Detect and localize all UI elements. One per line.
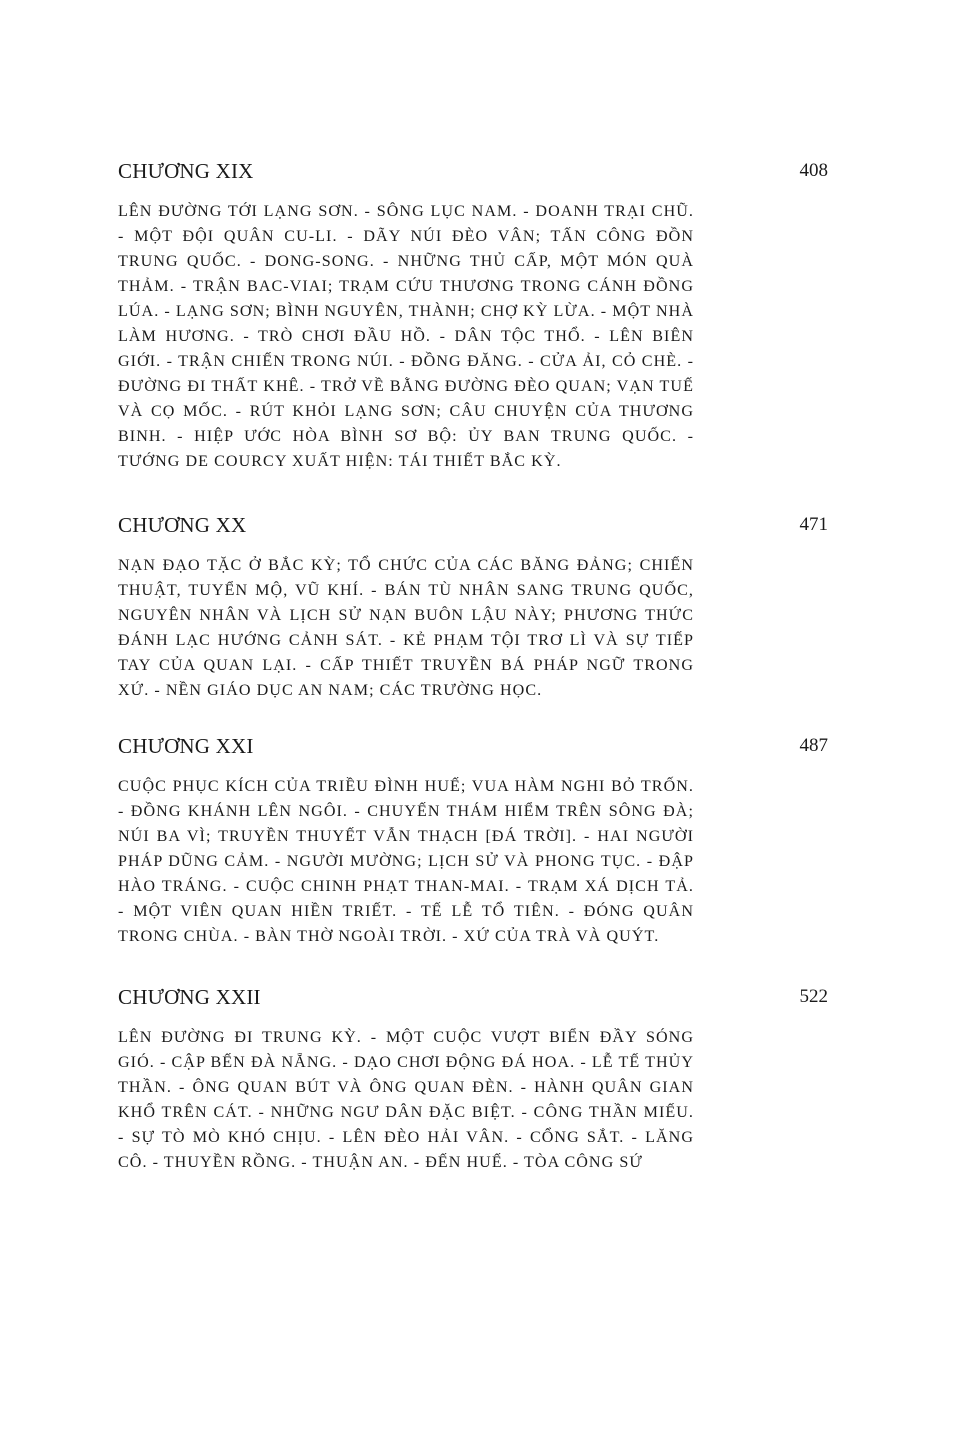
chapter-entry [118, 731, 828, 949]
chapter-summary: NẠN ĐẠO TẶC Ở BẮC KỲ; TỔ CHỨC CỦA CÁC BĂNG ĐẢNG; CHIẾN THUẬT, TUYỂN MỘ, VŨ KHÍ. - BÁN TÙ NHÂN SANG TRUNG QUỐC, NGUYÊN NHÂN VÀ LỊCH SỬ NẠN BUÔN LẬU NÀY; PHƯƠNG THỨC ĐÁNH LẠC HƯỚNG CẢNH SÁT. - KẺ PHẠM TỘI TRƠ LÌ VÀ SỰ TIẾP TAY CỦA QUAN LẠI. - CẤP THIẾT TRUYỀN BÁ PHÁP NGỮ TRONG XỨ. - NỀN GIÁO DỤC AN NAM; CÁC TRƯỜNG HỌC. [118, 557, 694, 699]
chapter-heading-row [118, 510, 828, 540]
chapter-page-number: 487 [799, 735, 828, 756]
chapter-title: CHƯƠNG XX [118, 513, 247, 537]
chapter-page-number: 471 [799, 514, 828, 535]
chapter-entry [118, 156, 828, 474]
chapter-heading-row [118, 982, 828, 1012]
chapter-entry [118, 982, 828, 1175]
chapter-heading-row [118, 156, 828, 186]
chapter-summary: LÊN ĐƯỜNG ĐI TRUNG KỲ. - MỘT CUỘC VƯỢT BIỂN ĐẦY SÓNG GIÓ. - CẬP BẾN ĐÀ NẴNG. - DẠO CHƠI ĐỘNG ĐÁ HOA. - LỄ TẾ THỦY THẦN. - ÔNG QUAN BÚT VÀ ÔNG QUAN ĐÈN. - HÀNH QUÂN GIAN KHỔ TRÊN CÁT. - NHỮNG NGƯ DÂN ĐẶC BIỆT. - CÔNG THẦN MIẾU. - SỰ TÒ MÒ KHÓ CHỊU. - LÊN ĐÈO HẢI VÂN. - CỔNG SẮT. - LĂNG CÔ. - THUYỀN RỒNG. - THUẬN AN. - ĐẾN HUẾ. - TÒA CÔNG SỨ [118, 1029, 694, 1171]
chapter-summary: LÊN ĐƯỜNG TỚI LẠNG SƠN. - SÔNG LỤC NAM. - DOANH TRẠI CHŨ. - MỘT ĐỘI QUÂN CU-LI. - DÃY NÚI ĐÈO VÂN; TẤN CÔNG ĐỒN TRUNG QUỐC. - DONG-SONG. - NHỮNG THỦ CẤP, MỘT MÓN QUÀ THẢM. - TRẬN BAC-VIAI; TRẠM CỨU THƯƠNG TRONG CÁNH ĐỒNG LÚA. - LẠNG SƠN; BÌNH NGUYÊN, THÀNH; CHỢ KỲ LỪA. - MỘT NHÀ LÀM HƯƠNG. - TRÒ CHƠI ĐẦU HỒ. - DÂN TỘC THỔ. - LÊN BIÊN GIỚI. - TRẬN CHIẾN TRONG NÚI. - ĐỒNG ĐĂNG. - CỬA ẢI, CỎ CHÈ. - ĐƯỜNG ĐI THẤT KHÊ. - TRỞ VỀ BẰNG ĐƯỜNG ĐÈO QUAN; VẠN TUẾ VÀ CỌ MỐC. - RÚT KHỎI LẠNG SƠN; CÂU CHUYỆN CỦA THƯƠNG BINH. - HIỆP ƯỚC HÒA BÌNH SƠ BỘ: ỦY BAN TRUNG QUỐC. - TƯỚNG DE COURCY XUẤT HIỆN: TÁI THIẾT BẮC KỲ. [118, 203, 694, 470]
table-of-contents [118, 156, 828, 1175]
chapter-heading-row [118, 731, 828, 761]
chapter-page-number: 408 [799, 160, 828, 181]
chapter-summary: CUỘC PHỤC KÍCH CỦA TRIỀU ĐÌNH HUẾ; VUA HÀM NGHI BỎ TRỐN. - ĐỒNG KHÁNH LÊN NGÔI. - CHUYẾN THÁM HIỂM TRÊN SÔNG ĐÀ; NÚI BA VÌ; TRUYỀN THUYẾT VẪN THẠCH [ĐÁ TRỜI]. - HAI NGƯỜI PHÁP DŨNG CẢM. - NGƯỜI MƯỜNG; LỊCH SỬ VÀ PHONG TỤC. - ĐẬP HÀO TRÁNG. - CUỘC CHINH PHẠT THAN-MAI. - TRẠM XÁ DỊCH TẢ. - MỘT VIÊN QUAN HIỀN TRIẾT. - TẾ LỄ TỔ TIÊN. - ĐÓNG QUÂN TRONG CHÙA. - BÀN THỜ NGOÀI TRỜI. - XỨ CỦA TRÀ VÀ QUÝT. [118, 778, 694, 945]
chapter-title: CHƯƠNG XXII [118, 985, 261, 1009]
chapter-title: CHƯƠNG XIX [118, 159, 254, 183]
chapter-title: CHƯƠNG XXI [118, 734, 254, 758]
chapter-entry [118, 510, 828, 703]
chapter-page-number: 522 [799, 986, 828, 1007]
